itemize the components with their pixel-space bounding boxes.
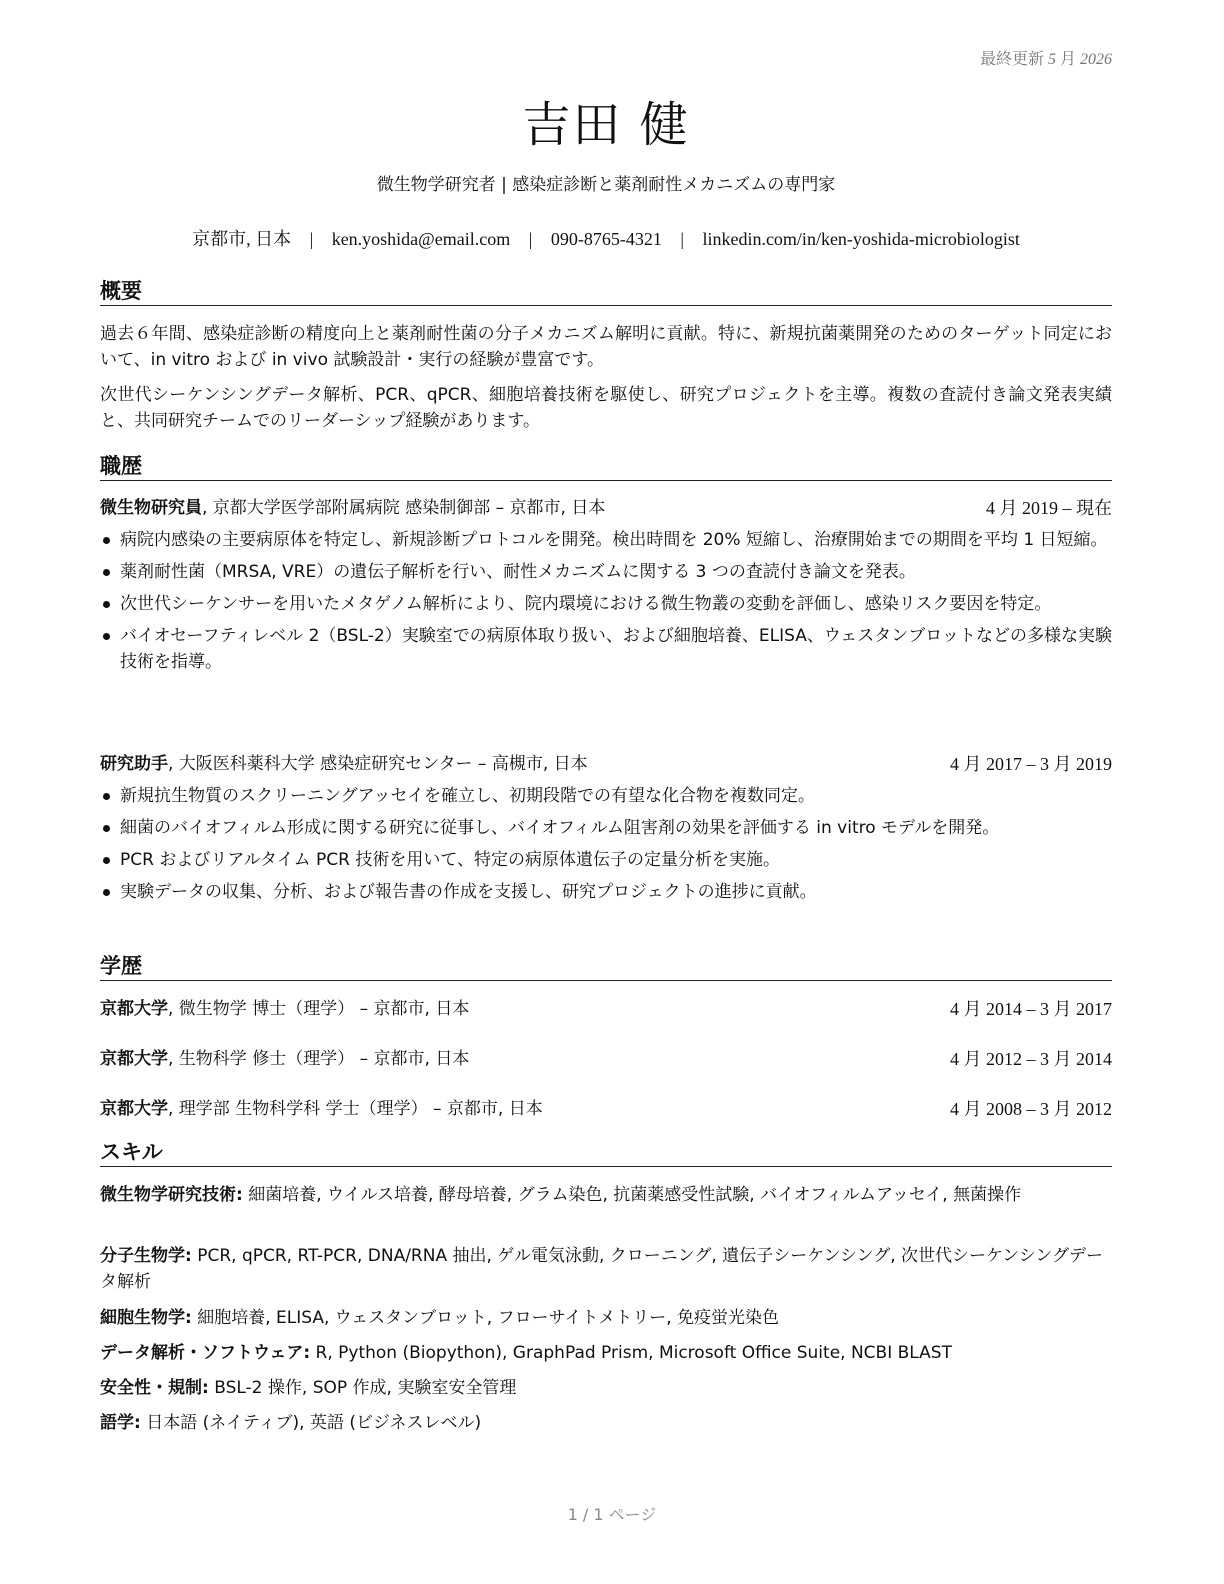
education-dates: 4 月 2014 – 3 月 2017 (950, 999, 1112, 1019)
education-school: 京都大学 (100, 1049, 168, 1069)
contact-linkedin[interactable]: linkedin.com/in/ken-yoshida-microbiologist (702, 229, 1020, 249)
skill-value: 細菌培養, ウイルス培養, 酵母培養, グラム染色, 抗菌薬感受性試験, バイオフィルムアッセイ, 無菌操作 (242, 1185, 1022, 1205)
education-dates: 4 月 2012 – 3 月 2014 (950, 1049, 1112, 1069)
contact-line (100, 225, 1112, 251)
education-item (100, 997, 1112, 1021)
section-title-experience: 職歴 (100, 453, 1112, 481)
skill-item (100, 1305, 1112, 1331)
list-item: 次世代シーケンサーを用いたメタゲノム解析により、院内環境における微生物叢の変動を評価し、感染リスク要因を特定。 (100, 591, 1112, 617)
contact-separator: | (528, 229, 533, 249)
job-bullets (100, 527, 1112, 681)
skill-item (100, 1340, 1112, 1366)
job-dates: 4 月 2017 – 3 月 2019 (950, 754, 1112, 774)
list-item: 細菌のバイオフィルム形成に関する研究に従事し、バイオフィルム阻害剤の効果を評価する in vitro モデルを開発。 (100, 815, 1112, 841)
section-title-education: 学歴 (100, 953, 1112, 981)
section-title-skills: スキル (100, 1139, 1112, 1167)
skill-item (100, 1243, 1112, 1295)
page-number: 1 / 1 ページ (567, 1505, 657, 1524)
contact-location: 京都市, 日本 (192, 229, 292, 249)
skill-item (100, 1182, 1112, 1208)
section-title-summary: 概要 (100, 278, 1112, 306)
skill-item (100, 1410, 1112, 1436)
job-bullets (100, 783, 1112, 911)
skill-value: R, Python (Biopython), GraphPad Prism, Microsoft Office Suite, NCBI BLAST (310, 1343, 952, 1363)
skill-label: 細胞生物学: (100, 1308, 192, 1328)
summary-paragraph: 次世代シーケンシングデータ解析、PCR、qPCR、細胞培養技術を駆使し、研究プロジェクトを主導。複数の査読付き論文発表実績と、共同研究チームでのリーダーシップ経験があります。 (100, 385, 1112, 431)
education-item (100, 1097, 1112, 1121)
contact-email[interactable]: ken.yoshida@email.com (331, 229, 511, 249)
list-item: バイオセーフティレベル 2（BSL-2）実験室での病原体取り扱い、および細胞培養、ELISA、ウェスタンブロットなどの多様な実験技術を指導。 (100, 623, 1112, 675)
skill-value: PCR, qPCR, RT-PCR, DNA/RNA 抽出, ゲル電気泳動, クローニング, 遺伝子シーケンシング, 次世代シーケンシングデータ解析 (100, 1246, 1103, 1292)
skill-item (100, 1375, 1112, 1401)
skill-label: データ解析・ソフトウェア: (100, 1343, 311, 1363)
education-school: 京都大学 (100, 1099, 168, 1119)
education-detail: , 理学部 生物科学科 学士（理学） – 京都市, 日本 (168, 1099, 543, 1119)
job-header (100, 752, 1112, 776)
contact-phone[interactable]: 090-8765-4321 (550, 229, 662, 249)
list-item: 実験データの収集、分析、および報告書の作成を支援し、研究プロジェクトの進捗に貢献。 (100, 879, 1112, 905)
list-item: 薬剤耐性菌（MRSA, VRE）の遺伝子解析を行い、耐性メカニズムに関する 3 つの査読付き論文を発表。 (100, 559, 1112, 585)
job-role: 研究助手 (100, 754, 168, 774)
job-org: , 大阪医科薬科大学 感染症研究センター – 高槻市, 日本 (168, 754, 588, 774)
skill-label: 安全性・規制: (100, 1378, 209, 1398)
education-item (100, 1047, 1112, 1071)
list-item: 新規抗生物質のスクリーニングアッセイを確立し、初期段階での有望な化合物を複数同定。 (100, 783, 1112, 809)
list-item: 病院内感染の主要病原体を特定し、新規診断プロトコルを開発。検出時間を 20% 短縮し、治療開始までの期間を平均 1 日短縮。 (100, 527, 1112, 553)
contact-separator: | (309, 229, 314, 249)
job-role: 微生物研究員 (100, 498, 202, 518)
skill-value: 細胞培養, ELISA, ウェスタンブロット, フローサイトメトリー, 免疫蛍光染色 (191, 1308, 780, 1328)
last-updated: 最終更新 5 月 2026 (979, 51, 1112, 68)
education-detail: , 生物科学 修士（理学） – 京都市, 日本 (168, 1049, 470, 1069)
education-detail: , 微生物学 博士（理学） – 京都市, 日本 (168, 999, 470, 1019)
candidate-name: 吉田 健 (522, 97, 690, 153)
tagline: 微生物学研究者 | 感染症診断と薬剤耐性メカニズムの専門家 (376, 175, 836, 195)
skill-label: 語学: (100, 1413, 141, 1433)
job-org: , 京都大学医学部附属病院 感染制御部 – 京都市, 日本 (202, 498, 606, 518)
job-header (100, 496, 1112, 520)
education-dates: 4 月 2008 – 3 月 2012 (950, 1099, 1112, 1119)
skill-value: BSL-2 操作, SOP 作成, 実験室安全管理 (208, 1378, 517, 1398)
skill-label: 分子生物学: (100, 1246, 192, 1266)
education-school: 京都大学 (100, 999, 168, 1019)
job-dates: 4 月 2019 – 現在 (986, 498, 1112, 518)
skill-value: 日本語 (ネイティブ), 英語 (ビジネスレベル) (140, 1413, 482, 1433)
contact-separator: | (680, 229, 684, 249)
summary-paragraph: 過去６年間、感染症診断の精度向上と薬剤耐性菌の分子メカニズム解明に貢献。特に、新規抗菌薬開発のためのターゲット同定において、in vitro および in vivo 試験設計・実行の経験が豊富です。 (100, 324, 1112, 370)
skill-label: 微生物学研究技術: (100, 1185, 243, 1205)
list-item: PCR およびリアルタイム PCR 技術を用いて、特定の病原体遺伝子の定量分析を実施。 (100, 847, 1112, 873)
